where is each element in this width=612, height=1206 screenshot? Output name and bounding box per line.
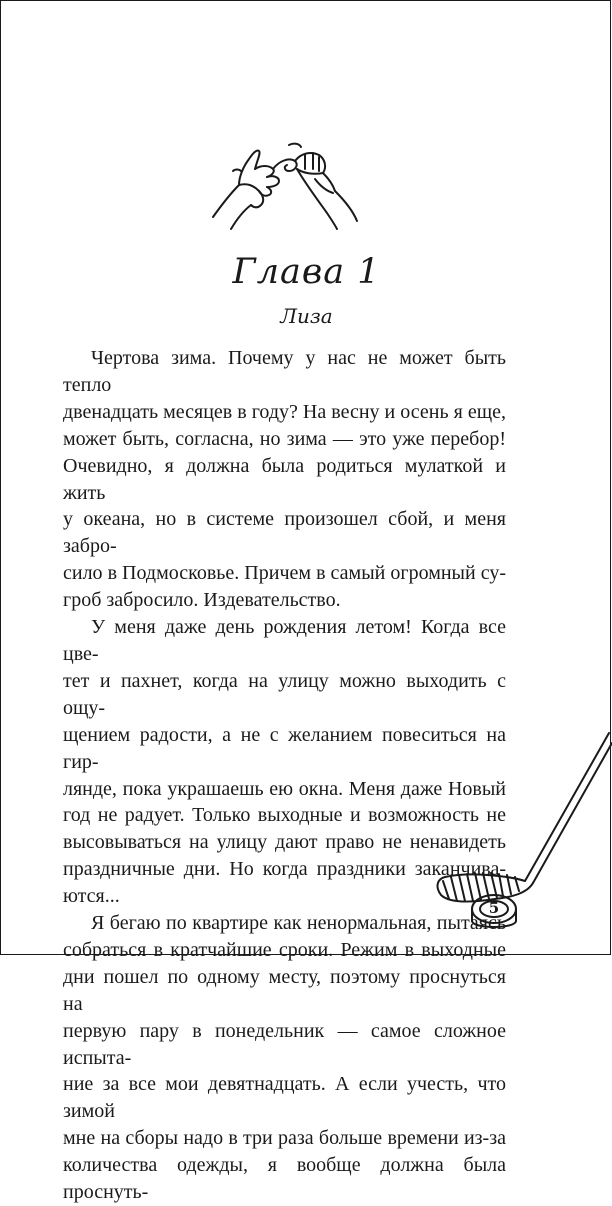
paragraph <box>63 345 506 614</box>
text-line: год не радует. Только выходные и возможность не <box>63 804 506 827</box>
hockey-stick-and-puck-icon <box>433 731 612 956</box>
text-line: может быть, согласна, но зима — это уже перебор! <box>63 427 506 450</box>
text-line: первую пару в понедельник — самое сложное испыта- <box>63 1019 506 1069</box>
pinky-promise-hands-icon <box>209 139 361 231</box>
text-line: Очевидно, я должна была родиться мулаткой и жить <box>63 454 506 504</box>
text-line: сило в Подмосковье. Причем в самый огромный су- <box>63 562 506 585</box>
chapter-subtitle: Лиза <box>280 304 333 328</box>
text-line: Я бегаю по квартире как ненормальная, пытаясь <box>91 912 506 935</box>
text-line: мне на сборы надо в три раза больше времени из-за <box>63 1127 506 1150</box>
text-line: количества одежды, я вообще должна была проснуть- <box>63 1154 506 1204</box>
text-line: Чертова зима. Почему у нас не может быть тепло <box>63 347 506 396</box>
text-line: ются... <box>63 885 120 908</box>
chapter-title: Глава 1 <box>232 252 381 292</box>
text-line: праздничные дни. Но когда праздники заканчива- <box>63 858 506 881</box>
text-line: тет и пахнет, когда на улицу можно выходить с ощу- <box>63 669 506 719</box>
text-line: ние за все мои девятнадцать. А если учесть, что зимой <box>63 1073 506 1123</box>
text-line: высовываться на улицу дают право не ненавидеть <box>63 831 506 854</box>
text-line: дни пошел по одному месту, поэтому проснуться на <box>63 965 506 1015</box>
text-line: у океана, но в системе произошел сбой, и меня забро- <box>63 508 506 558</box>
text-line: гроб забросило. Издевательство. <box>63 589 341 612</box>
text-line: щением радости, а не с желанием повеситься на гир- <box>63 723 506 773</box>
text-line: двенадцать месяцев в году? На весну и осень я еще, <box>63 400 506 423</box>
text-line: собраться в кратчайшие сроки. Режим в выходные <box>63 938 506 961</box>
text-line: У меня даже день рождения летом! Когда все цве- <box>63 616 506 665</box>
page-number: 5 <box>488 899 500 917</box>
text-line: лянде, пока украшаешь ею окна. Меня даже Новый <box>63 777 506 800</box>
